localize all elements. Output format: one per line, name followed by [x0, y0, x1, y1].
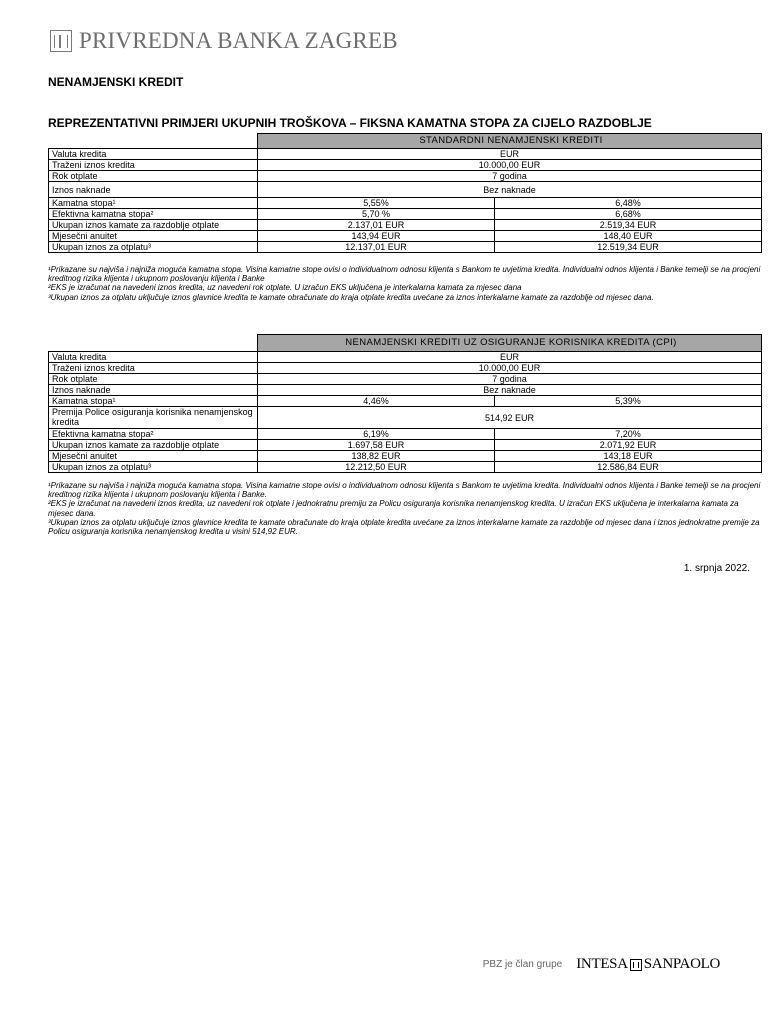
- table-row: Efektivna kamatna stopa² 5,70 % 6,68%: [49, 209, 762, 220]
- table1-footnotes: [48, 265, 763, 302]
- footnote: ²EKS je izračunat na navedeni iznos kredita, uz navedeni rok otplate i jednokratnu premiju za Policu osiguranja korisnika nenamjenskog kredita. U izračun EKS uključena je interkalarna kamata za mjesec dana.: [48, 499, 739, 518]
- table-row: Premija Police osiguranja korisnika nenamjenskog kredita 514,92 EUR: [49, 407, 762, 429]
- footnote: ¹Prikazane su najviša i najniža moguća kamatna stopa. Visina kamatne stope ovisi o individualnom odnosu klijenta s Bankom te uvjetima kredita. Individualni odnos klijenta i Banke temelji se na procjeni kreditnog rizika klijenta i ukupnom poslovanju klijenta i Banke: [48, 265, 761, 284]
- document-title: NENAMJENSKI KREDIT: [48, 75, 184, 89]
- table-row: Valuta kredita EUR: [49, 352, 762, 363]
- group-membership-text: PBZ je član grupe: [482, 959, 563, 970]
- section-title: REPREZENTATIVNI PRIMJERI UKUPNIH TROŠKOVA – FIKSNA KAMATNA STOPA ZA CIJELO RAZDOBLJE: [48, 116, 652, 130]
- cpi-loans-table: [48, 334, 762, 473]
- table-header: STANDARDNI NENAMJENSKI KREDITI: [258, 134, 762, 149]
- table-row: Iznos naknade Bez naknade: [49, 385, 762, 396]
- footnote: ²EKS je izračunat na navedeni iznos kredita, uz navedeni rok otplate. U izračun EKS uključena je interkalarna kamata za mjesec dana: [48, 283, 522, 293]
- footnote: ³Ukupan iznos za otplatu uključuje iznos glavnice kredita te kamate obračunate do kraja otplate kredita uvećane za iznos interkalarne kamate za razdoblje od mjesec dana.: [48, 292, 654, 302]
- footnote: ¹Prikazane su najviša i najniža moguća kamatna stopa. Visina kamatne stope ovisi o individualnom odnosu klijenta s Bankom te uvjetima kredita. Individualni odnos klijenta i Banke temelji se na procjeni kreditnog rizika klijenta i ukupnom poslovanju klijenta i Banke.: [48, 481, 761, 500]
- table-row: Rok otplate 7 godina: [49, 374, 762, 385]
- table-row: Traženi iznos kredita 10.000,00 EUR: [49, 160, 762, 171]
- table-header: NENAMJENSKI KREDITI UZ OSIGURANJE KORISNIKA KREDITA (CPI): [258, 335, 762, 352]
- document-date: 1. srpnja 2022.: [683, 563, 750, 574]
- table-row: Efektivna kamatna stopa² 6,19% 7,20%: [49, 429, 762, 440]
- table-row: Ukupan iznos za otplatu³ 12.212,50 EUR 12.586,84 EUR: [49, 462, 762, 473]
- footnote: ³Ukupan iznos za otplatu uključuje iznos glavnice kredita te kamate obračunate do kraja otplate kredita uvećane za iznos interkalarne kamate za razdoblje od mjesec dana i iznos jednokratne premije za Policu osiguranja korisnika nenamjenskog kredita u visini 514,92 EUR.: [48, 517, 760, 537]
- table-row: Ukupan iznos kamate za razdoblje otplate 1.697,58 EUR 2.071,92 EUR: [49, 440, 762, 451]
- table2-footnotes: [48, 481, 763, 536]
- table-row: Valuta kredita EUR: [49, 149, 762, 160]
- table-row: Ukupan iznos kamate za razdoblje otplate 2.137,01 EUR 2.519,34 EUR: [49, 220, 762, 231]
- footer: [483, 956, 720, 973]
- table-row: Traženi iznos kredita 10.000,00 EUR: [49, 363, 762, 374]
- table-row: Kamatna stopa¹ 4,46% 5,39%: [49, 396, 762, 407]
- table-row: Mjesečni anuitet 138,82 EUR 143,18 EUR: [49, 451, 762, 462]
- sanpaolo-logo-icon: [630, 959, 642, 971]
- bank-logo: [50, 28, 398, 54]
- bank-logo-icon: [50, 30, 72, 52]
- table-row: Kamatna stopa¹ 5,55% 6,48%: [49, 198, 762, 209]
- table-row: Ukupan iznos za otplatu³ 12.137,01 EUR 12.519,34 EUR: [49, 242, 762, 253]
- standard-loans-table: [48, 133, 762, 253]
- table-row: Rok otplate 7 godina: [49, 171, 762, 182]
- table-row: Iznos naknade Bez naknade: [49, 182, 762, 198]
- bank-name: PRIVREDNA BANKA ZAGREB: [79, 28, 398, 53]
- table-row: Mjesečni anuitet 143,94 EUR 148,40 EUR: [49, 231, 762, 242]
- intesa-sanpaolo-logo: INTESA SANPAOLO: [576, 956, 720, 972]
